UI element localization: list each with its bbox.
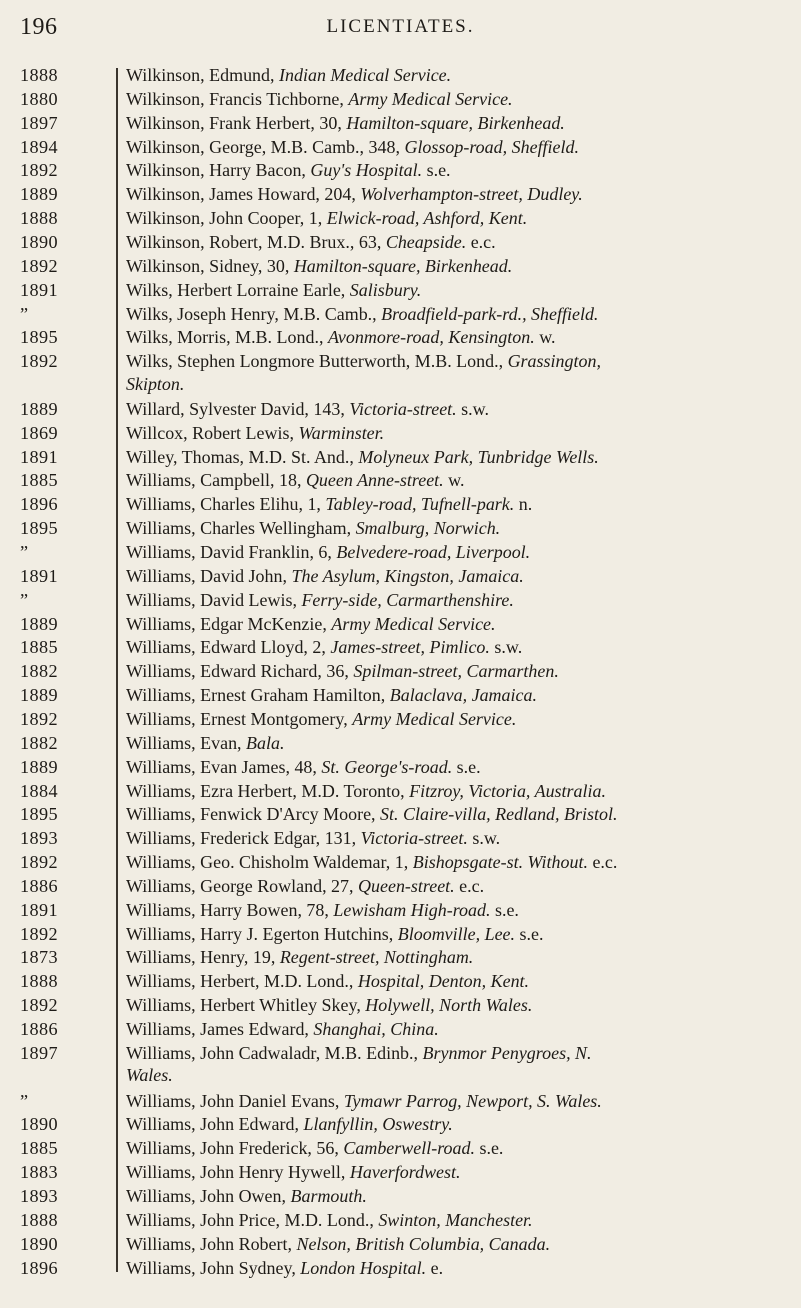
entry-postal-district: s.e.: [452, 756, 481, 777]
entry-address: Holywell, North Wales.: [365, 995, 533, 1016]
entry-name: Wilkinson, Edmund,: [126, 65, 280, 85]
entry-address: London Hospital.: [300, 1257, 427, 1278]
entry-name: Williams, Harry J. Egerton Hutchins,: [126, 923, 398, 944]
entry-year: 1884: [20, 780, 58, 801]
entry-name: Williams, Harry Bowen, 78,: [126, 899, 334, 920]
entry-name: Williams, Ernest Graham Hamilton,: [126, 685, 390, 706]
entry-name: Williams, John Robert,: [126, 1233, 297, 1254]
entry-address: Bala.: [246, 732, 285, 753]
entry-name: Wilkinson, Harry Bacon,: [126, 160, 311, 181]
entry-text: [126, 780, 796, 802]
entry-name: Williams, John Price, M.D. Lond.,: [126, 1209, 379, 1230]
entry-postal-district: s.w.: [456, 398, 489, 419]
entry-text: [126, 1090, 796, 1112]
entry-year: 1891: [20, 899, 58, 920]
entry-address: Nelson, British Columbia, Canada.: [296, 1233, 551, 1254]
entry-year: 1890: [20, 1114, 58, 1135]
entry-text: [126, 851, 796, 873]
entry-address: Regent-street, Nottingham.: [279, 947, 474, 968]
entry-text: [126, 1018, 796, 1040]
entry-address: Tymawr Parrog, Newport, S. Wales.: [343, 1090, 602, 1111]
entry-address: The Asylum, Kingston, Jamaica.: [291, 565, 524, 586]
entry-address: Victoria-street.: [360, 828, 468, 849]
entry-year: 1891: [20, 446, 58, 467]
entry-year: 1892: [20, 255, 58, 276]
entry-year: 1894: [20, 136, 58, 157]
entry-year: 1888: [20, 971, 58, 992]
entry-year: 1889: [20, 685, 58, 706]
entry-address: Camberwell-road.: [343, 1138, 475, 1159]
entry-text: [126, 207, 796, 229]
entry-year: 1891: [20, 279, 58, 300]
entry-postal-district: e.c.: [454, 875, 485, 896]
entry-text: [126, 159, 796, 181]
entry-postal-district: s.w.: [489, 637, 523, 658]
entry-address: Warminster.: [298, 422, 385, 443]
column-rule: [116, 68, 118, 1272]
entry-name: Williams, David John,: [126, 565, 292, 586]
entry-name: Wilkinson, Robert, M.D. Brux., 63,: [126, 231, 386, 252]
entry-name: Williams, Evan James, 48,: [126, 756, 322, 777]
entry-year: 1892: [20, 852, 58, 873]
entry-name: Williams, Herbert Whitley Skey,: [126, 995, 366, 1016]
entry-name: Williams, Ernest Montgomery,: [126, 708, 353, 729]
entry-name: Williams, Ezra Herbert, M.D. Toronto,: [126, 780, 410, 801]
entry-text: [126, 398, 796, 420]
entry-text: [126, 1137, 796, 1159]
entry-address: Haverfordwest.: [349, 1162, 461, 1183]
entry-address: Barmouth.: [290, 1185, 367, 1206]
entry-text: [126, 756, 796, 778]
entry-address: Tabley-road, Tufnell-park.: [325, 494, 515, 515]
entry-text: [126, 446, 796, 468]
entry-name: Williams, David Lewis,: [126, 589, 302, 610]
entry-name: Wilkinson, George, M.B. Camb., 348,: [126, 136, 405, 157]
entry-text: [126, 827, 796, 849]
entry-text: [126, 684, 796, 706]
entry-name: Wilkinson, James Howard, 204,: [126, 184, 361, 205]
entry-address: Balaclava, Jamaica.: [389, 685, 537, 706]
running-title: LICENTIATES.: [326, 16, 475, 37]
entry-text: [126, 1185, 796, 1207]
entry-text: [126, 279, 796, 301]
entry-name: Williams, Edward Richard, 36,: [126, 661, 354, 682]
entry-year: 1893: [20, 828, 58, 849]
entry-text: [126, 517, 796, 539]
entry-address: Smalburg, Norwich.: [355, 518, 501, 539]
entry-year: ”: [20, 1090, 29, 1111]
entry-name: Wilkinson, John Cooper, 1,: [126, 208, 327, 229]
entry-address: Shanghai, China.: [313, 1019, 439, 1039]
entry-address: Broadfield-park-rd., Sheffield.: [381, 303, 599, 324]
entry-address: St. Claire-villa, Redland, Bristol.: [380, 804, 618, 825]
page-number: 196: [20, 14, 58, 40]
entry-name: Williams, James Edward,: [126, 1019, 314, 1039]
entry-postal-district: s.e.: [422, 160, 451, 181]
entry-postal-district: e.c.: [587, 852, 618, 873]
entry-text: [126, 469, 796, 491]
entry-name: Williams, Evan,: [126, 732, 247, 753]
entry-text: [126, 589, 796, 611]
entry-name: Williams, Edgar McKenzie,: [126, 613, 332, 634]
entry-name: Wilkinson, Francis Tichborne,: [126, 88, 349, 109]
entry-year: 1889: [20, 184, 58, 205]
entry-name: Williams, Edward Lloyd, 2,: [126, 637, 331, 658]
entry-text: [126, 803, 796, 825]
entry-address: Hamilton-square, Birkenhead.: [346, 112, 565, 133]
entry-year: 1880: [20, 88, 58, 109]
entry-name: Williams, John Cadwaladr, M.B. Edinb.,: [126, 1042, 423, 1063]
entry-name: Williams, Campbell, 18,: [126, 470, 306, 491]
entry-address: Ferry-side, Carmarthenshire.: [301, 589, 514, 610]
entry-postal-district: w.: [443, 470, 465, 491]
entry-address: Brynmor Penygroes, N.: [422, 1042, 592, 1063]
entry-address: Fitzroy, Victoria, Australia.: [409, 780, 606, 801]
entry-name: Williams, Fenwick D'Arcy Moore,: [126, 804, 381, 825]
entry-postal-district: w.: [534, 327, 556, 348]
entry-text: [126, 899, 796, 921]
entry-name: Wilks, Joseph Henry, M.B. Camb.,: [126, 303, 382, 324]
entry-text: [126, 660, 796, 682]
entry-address: James-street, Pimlico.: [330, 637, 490, 658]
entry-name: Williams, John Daniel Evans,: [126, 1090, 344, 1111]
entry-text: [126, 994, 796, 1016]
entry-address: Victoria-street.: [349, 398, 457, 419]
entry-name: Williams, Charles Wellingham,: [126, 518, 356, 539]
entry-text: [126, 1113, 796, 1135]
entry-address: Queen Anne-street.: [305, 470, 444, 491]
entry-year: 1885: [20, 470, 58, 491]
entry-postal-district: s.e.: [474, 1138, 504, 1159]
entry-postal-district: s.w.: [467, 828, 501, 849]
entry-text: [126, 613, 796, 635]
entry-name: Willcox, Robert Lewis,: [126, 422, 299, 443]
entry-year: 1889: [20, 613, 58, 634]
entry-text: [126, 1161, 796, 1183]
entry-year: 1895: [20, 327, 58, 348]
entry-address: Swinton, Manchester.: [378, 1209, 533, 1230]
entry-year: 1886: [20, 875, 58, 896]
page-header: [0, 8, 801, 48]
entry-address: Glossop-road, Sheffield.: [404, 136, 579, 157]
entry-postal-district: e.c.: [466, 231, 496, 252]
entry-address: St. George's-road.: [321, 756, 453, 777]
entry-year: 1888: [20, 208, 58, 229]
entry-name: Williams, Henry, 19,: [126, 947, 280, 968]
entry-year: 1895: [20, 518, 58, 539]
entry-year: ”: [20, 303, 29, 324]
entry-address: Army Medical Service.: [352, 708, 517, 729]
entry-text: [126, 88, 796, 110]
entry-name: Williams, John Edward,: [126, 1114, 304, 1135]
entry-text: [126, 255, 796, 277]
entry-year: 1885: [20, 1138, 58, 1159]
entry-text: [126, 303, 796, 325]
entry-text: [126, 1233, 796, 1255]
entry-year: 1885: [20, 637, 58, 658]
entry-name: Wilks, Morris, M.B. Lond.,: [126, 327, 328, 348]
entry-year: 1883: [20, 1162, 58, 1183]
entry-year: 1890: [20, 1233, 58, 1254]
entry-name: Williams, John Owen,: [126, 1185, 291, 1206]
entry-year: 1892: [20, 923, 58, 944]
entry-address: Spilman-street, Carmarthen.: [353, 661, 559, 682]
entry-text: [126, 923, 796, 945]
entry-name: Williams, Geo. Chisholm Waldemar, 1,: [126, 852, 413, 873]
entry-address: Cheapside.: [385, 231, 467, 252]
entry-name: Williams, David Franklin, 6,: [126, 542, 337, 562]
entry-postal-district: e.: [426, 1257, 444, 1278]
entry-postal-district: n.: [514, 494, 533, 515]
entry-postal-district: s.e.: [490, 899, 519, 920]
entry-text: [126, 732, 796, 754]
entry-year: 1888: [20, 1209, 58, 1230]
entry-text: [126, 946, 796, 968]
entry-name: Williams, Herbert, M.D. Lond.,: [126, 971, 358, 992]
entry-name: Wilkinson, Sidney, 30,: [126, 255, 294, 276]
entry-text: [126, 493, 796, 515]
entry-name: Wilks, Stephen Longmore Butterworth, M.B. Lond.,: [126, 351, 508, 372]
entry-address: Hamilton-square, Birkenhead.: [293, 255, 513, 276]
entry-year: 1896: [20, 494, 58, 515]
entry-address: Hospital, Denton, Kent.: [357, 971, 530, 992]
entry-address: Army Medical Service.: [331, 613, 496, 634]
entry-address: Bloomville, Lee.: [397, 923, 516, 944]
entry-text: [126, 1209, 796, 1231]
entry-address: Avonmore-road, Kensington.: [327, 327, 535, 348]
entry-year: 1888: [20, 65, 58, 85]
entry-text: [126, 64, 796, 86]
entry-address: Salisbury.: [349, 279, 422, 300]
entry-text: [126, 541, 796, 563]
entry-text: [126, 183, 796, 205]
entry-year: 1869: [20, 422, 58, 443]
entry-year: 1892: [20, 351, 58, 372]
entry-text: [126, 112, 796, 134]
entry-name: Williams, George Rowland, 27,: [126, 875, 359, 896]
entry-address: Lewisham High-road.: [333, 899, 491, 920]
entry-name: Wilkinson, Frank Herbert, 30,: [126, 112, 347, 133]
entry-postal-district: s.e.: [515, 923, 544, 944]
entry-address: Wolverhampton-street, Dudley.: [360, 184, 583, 205]
entry-text: [126, 350, 796, 395]
entry-address: Army Medical Service.: [348, 88, 513, 109]
entry-year: 1890: [20, 231, 58, 252]
entry-text: [126, 875, 796, 897]
entry-address: Llanfyllin, Oswestry.: [303, 1114, 453, 1135]
entry-year: ”: [20, 542, 29, 562]
entry-text: [126, 708, 796, 730]
entry-address: Guy's Hospital.: [310, 160, 423, 181]
entry-address: Elwick-road, Ashford, Kent.: [326, 208, 528, 229]
entry-name: Williams, Charles Elihu, 1,: [126, 494, 326, 515]
entry-text: [126, 1042, 796, 1087]
entry-name: Williams, Frederick Edgar, 131,: [126, 828, 361, 849]
entry-text: [126, 231, 796, 253]
entry-text: [126, 326, 796, 348]
entry-year: 1895: [20, 804, 58, 825]
entry-name: Williams, John Sydney,: [126, 1257, 301, 1278]
entry-year: ”: [20, 589, 29, 610]
entry-year: 1892: [20, 160, 58, 181]
entry-text: [126, 1257, 796, 1279]
entry-year: 1892: [20, 995, 58, 1016]
entry-year: 1882: [20, 661, 58, 682]
entry-year: 1892: [20, 708, 58, 729]
entry-address-continued: Skipton.: [126, 373, 185, 394]
entry-address: Molyneux Park, Tunbridge Wells.: [358, 446, 599, 467]
entry-address: Belvedere-road, Liverpool.: [336, 542, 531, 562]
entry-name: Willard, Sylvester David, 143,: [126, 398, 350, 419]
entry-year: 1889: [20, 398, 58, 419]
entry-name: Williams, John Henry Hywell,: [126, 1162, 350, 1183]
entry-address: Grassington,: [507, 351, 601, 372]
entry-name: Williams, John Frederick, 56,: [126, 1138, 344, 1159]
entry-name: Willey, Thomas, M.D. St. And.,: [126, 446, 359, 467]
entry-text: [126, 422, 796, 444]
entry-address: Queen-street.: [358, 875, 455, 896]
entry-year: 1886: [20, 1019, 58, 1039]
entry-address-continued: Wales.: [126, 1065, 173, 1086]
entry-address: Indian Medical Service.: [279, 65, 452, 85]
entry-text: [126, 565, 796, 587]
entry-text: [126, 136, 796, 158]
entry-year: 1897: [20, 1042, 58, 1063]
entry-address: Bishopsgate-st. Without.: [412, 852, 588, 873]
entry-year: 1897: [20, 112, 58, 133]
entry-year: 1882: [20, 732, 58, 753]
entry-text: [126, 970, 796, 992]
entry-year: 1873: [20, 947, 58, 968]
entry-year: 1893: [20, 1185, 58, 1206]
entry-year: 1891: [20, 565, 58, 586]
entry-name: Wilks, Herbert Lorraine Earle,: [126, 279, 350, 300]
entry-year: 1896: [20, 1257, 58, 1278]
entry-year: 1889: [20, 756, 58, 777]
entry-text: [126, 636, 796, 658]
